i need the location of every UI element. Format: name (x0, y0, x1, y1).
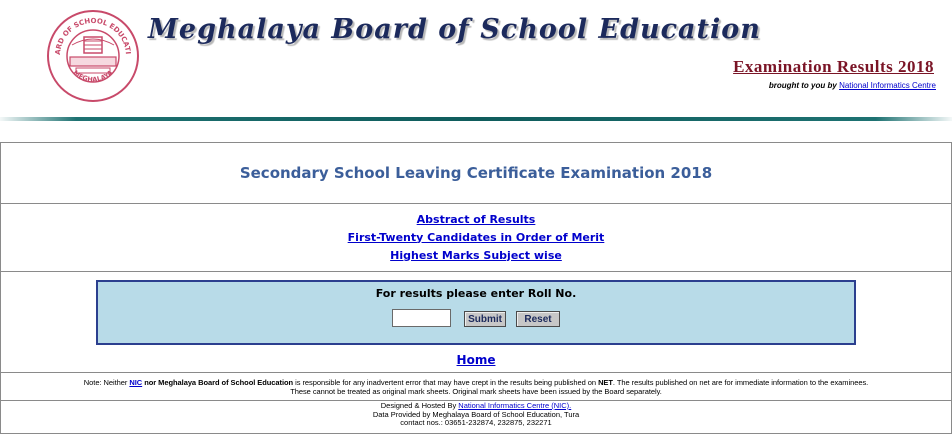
data-provided-line: Data Provided by Meghalaya Board of School Education, Tura (372, 409, 580, 419)
brought-prefix: brought to you by (768, 81, 837, 90)
examination-results-heading: Examination Results 2018 (733, 57, 934, 76)
merit-list-link[interactable]: First-Twenty Candidates in Order of Merit (347, 230, 605, 244)
roll-number-input[interactable] (392, 309, 451, 327)
brought-to-you-by (769, 81, 936, 90)
exam-heading: Secondary School Leaving Certificate Examination 2018 (239, 164, 713, 182)
links-row (1, 204, 951, 272)
heading-row (1, 143, 951, 204)
note-board-name: nor Meghalaya Board of School Education (142, 377, 294, 387)
submit-button[interactable]: Submit (464, 311, 506, 327)
note-row (1, 373, 951, 401)
note-line-1 (84, 378, 868, 387)
nic-note-link[interactable]: NIC (129, 377, 143, 387)
nic-header-link[interactable]: National Informatics Centre (839, 81, 936, 90)
header (0, 0, 952, 124)
note-middle: is responsible for any inadvertent error that may have crept in the results being published on (293, 377, 599, 387)
home-link-wrap (1, 351, 951, 369)
board-seal-icon (46, 9, 140, 103)
header-divider (0, 117, 952, 121)
note-line-2: These cannot be treated as original mark sheets. Original mark sheets have been issued by the Board separately. (290, 386, 662, 396)
home-link[interactable]: Home (456, 353, 496, 367)
svg-text:BOARD OF SCHOOL EDUCATION (46, 9, 132, 55)
reset-button[interactable]: Reset (516, 311, 560, 327)
page-title: Meghalaya Board of School Education (148, 14, 761, 45)
contact-line: contact nos.: 03651-232874, 232875, 232271 (400, 418, 552, 427)
content-table (0, 142, 952, 434)
note-net: NET (598, 377, 613, 387)
note-prefix: Note: Neither (83, 377, 130, 387)
seal-text-bottom: MEGHALAYA (71, 68, 115, 84)
form-row (1, 272, 951, 373)
seal-text-top: ARD OF SCHOOL EDUCATI (53, 16, 132, 56)
abstract-of-results-link[interactable]: Abstract of Results (416, 212, 536, 226)
note-end: . The results published on net are for immediate information to the examinees. (612, 377, 869, 387)
svg-text:MEGHALAYA (72, 69, 115, 84)
designed-prefix: Designed & Hosted By (380, 401, 459, 410)
footer-row (1, 401, 951, 433)
roll-form-label: For results please enter Roll No. (375, 287, 577, 300)
highest-marks-link[interactable]: Highest Marks Subject wise (390, 248, 562, 262)
nic-footer-link[interactable]: National Informatics Centre (NIC). (458, 401, 572, 410)
roll-form (96, 280, 856, 345)
